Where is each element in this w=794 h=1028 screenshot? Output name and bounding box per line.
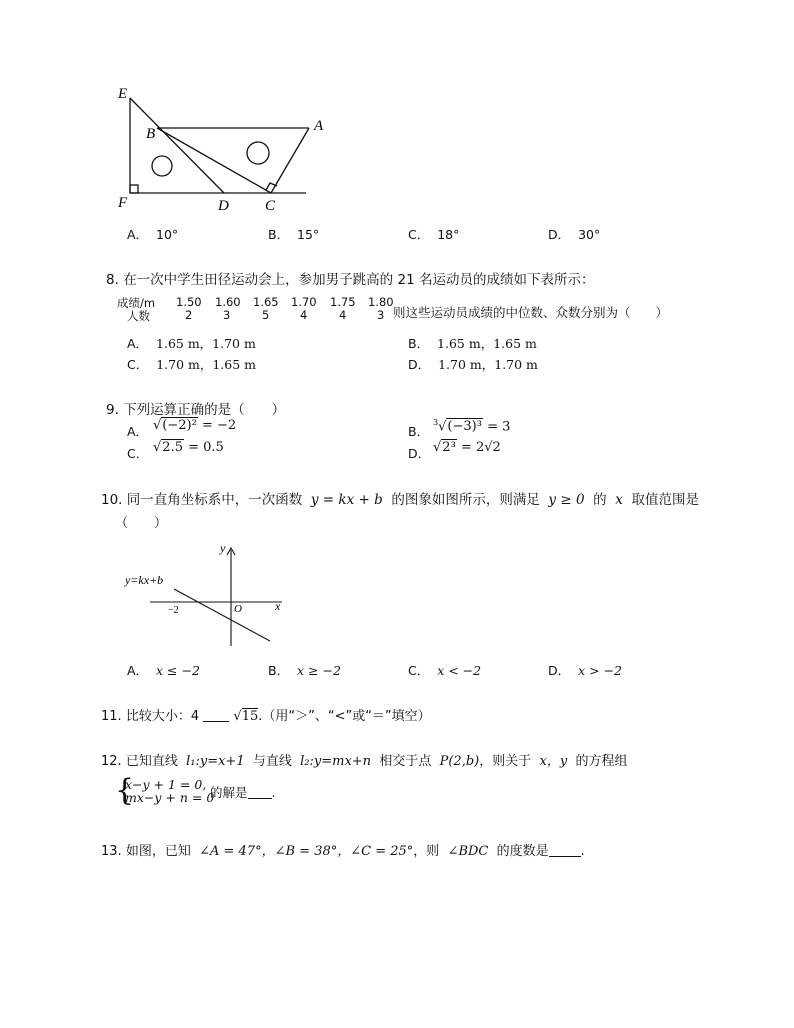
q9-option-a-letter: A． (127, 424, 149, 439)
q9-option-b-letter: B． (408, 424, 430, 439)
sqrt-icon: √ (438, 419, 447, 435)
q10-option-d: D． x > −2 (548, 663, 622, 678)
table-cell: 1.50 (176, 295, 202, 309)
label-D: D (218, 198, 229, 214)
q8-option-d: D． 1.70 m，1.70 m (408, 357, 538, 372)
tick-minus-2: −2 (168, 605, 179, 616)
table-cell: 1.75 (330, 295, 356, 309)
origin-label: O (234, 603, 242, 615)
table-cell: 1.80 (368, 295, 394, 309)
q9-option-d-expr: √2³ = 2√2 (433, 440, 501, 455)
q8-option-a: A． 1.65 m，1.70 m (127, 336, 256, 351)
geometry-figure-q7 (110, 80, 330, 220)
q7-option-c: C． 18° (408, 227, 460, 242)
table-cell: 1.65 (253, 295, 279, 309)
q10-option-b: B． x ≥ −2 (268, 663, 341, 678)
q10-option-c: C． x < −2 (408, 663, 482, 678)
x-axis-label: x (275, 599, 281, 613)
q10-option-a: A． x ≤ −2 (127, 663, 200, 678)
q9-stem: 9. 下列运算正确的是（ ） (106, 402, 286, 418)
sqrt-icon: √ (153, 418, 162, 433)
label-F: F (118, 195, 128, 211)
q9-option-d-letter: D． (408, 446, 431, 461)
q10-answer-paren: （ ） (115, 516, 168, 531)
sqrt-icon: √ (433, 440, 442, 455)
q8-tail: 则这些运动员成绩的中位数、众数分别为（ ） (393, 305, 669, 320)
label-A: A (314, 118, 324, 134)
q9-option-b-expr: $^3$√(−3)³ = 3 (433, 418, 511, 435)
q7-option-b: B． 15° (268, 227, 320, 242)
sqrt-icon: √ (233, 709, 242, 724)
q8-stem: 8. 在一次中学生田径运动会上，参加男子跳高的 21 名运动员的成绩如下表所示： (106, 272, 595, 288)
blank[interactable] (248, 798, 272, 799)
q9-option-c-letter: C． (127, 446, 149, 461)
q8-option-c: C． 1.70 m，1.65 m (127, 357, 257, 372)
line-label: y=kx+b (125, 573, 164, 587)
brace-icon: { (115, 773, 135, 808)
q9-option-c-expr: √2.5 = 0.5 (153, 440, 224, 455)
label-C: C (265, 198, 276, 214)
table-header-score: 成绩/m (117, 296, 156, 310)
q13-stem: 13. 如图，已知 ∠A = 47°，∠B = 38°，∠C = 25°，则 ∠BDC 的度数是 . (101, 844, 585, 859)
function-graph-q10 (120, 538, 290, 653)
blank[interactable] (549, 856, 581, 857)
table-cell: 4 (339, 308, 347, 322)
q10-stem: 10. 同一直角坐标系中，一次函数 y = kx + b 的图象如图所示，则满足 y ≥ 0 的 x 取值范围是 (101, 492, 699, 508)
sqrt-icon: √ (153, 440, 162, 455)
table-cell: 4 (300, 308, 308, 322)
table-header-count: 人数 (127, 309, 150, 323)
q7-option-d: D． 30° (548, 227, 601, 242)
label-B: B (146, 126, 156, 142)
q9-option-a-expr: √(−2)² = −2 (153, 418, 237, 433)
table-cell: 3 (223, 308, 231, 322)
table-cell: 2 (185, 308, 193, 322)
table-cell: 1.70 (291, 295, 317, 309)
q7-option-a: A． 10° (127, 227, 179, 242)
q8-option-b: B． 1.65 m，1.65 m (408, 336, 537, 351)
table-cell: 1.60 (215, 295, 241, 309)
table-cell: 5 (262, 308, 270, 322)
y-axis-label: y (220, 541, 226, 555)
label-E: E (118, 86, 128, 102)
q12-stem: 12. 已知直线 l₁:y=x+1 与直线 l₂:y=mx+n 相交于点 P(2,b)，则关于 x，y 的方程组 (101, 754, 628, 769)
table-cell: 3 (377, 308, 385, 322)
blank[interactable] (203, 721, 229, 722)
q11-stem: 11. 比较大小：4 √15.（用“＞”、“<”或“＝”填空） (101, 709, 431, 724)
